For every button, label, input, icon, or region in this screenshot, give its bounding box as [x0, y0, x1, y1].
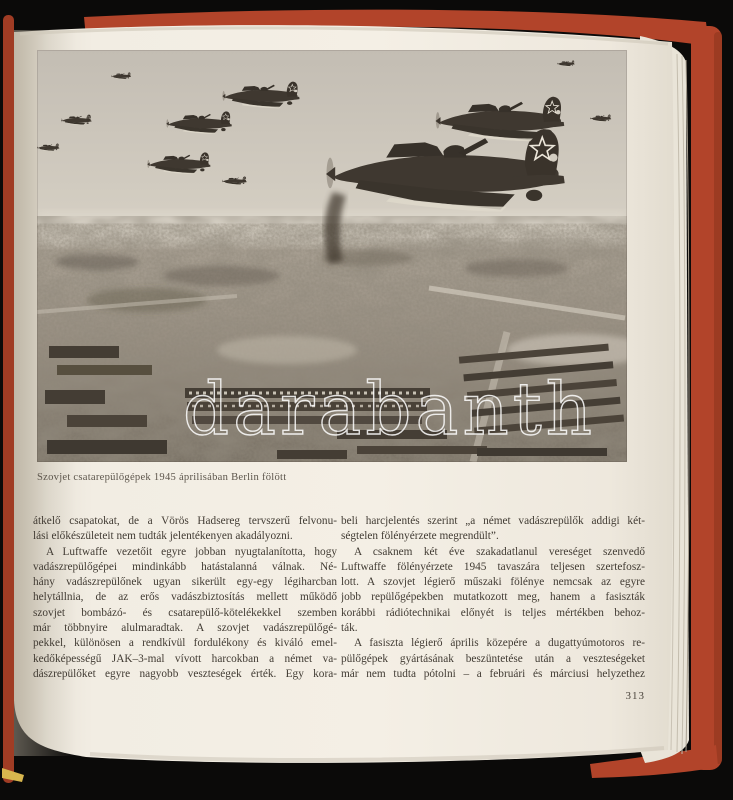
- cover-right-shadow: [714, 32, 722, 764]
- body-text: [33, 514, 645, 682]
- text-line: lási előkészületeit nem tudták jelentékenyen akadályozni.: [33, 530, 293, 543]
- text-line: már többnyire alulmaradtak. A szovjet vadászrepülőgé-: [33, 622, 337, 635]
- text-line: már nem tudta pótolni – a februári és márciusi helyzethez: [341, 667, 645, 680]
- watermark-text: darabanth: [183, 367, 597, 451]
- page-number: 313: [625, 690, 645, 702]
- text-line: beli harcjelentés szerint „a német vadászrepülők addigi két-: [341, 515, 645, 527]
- text-line: ségtelen fölényérzete megrendült”.: [341, 530, 499, 543]
- aircraft-photo: [37, 50, 627, 462]
- text-line: szovjet bombázó- és csatarepülő-kötelékekkel szemben: [33, 606, 337, 619]
- text-line: A fasiszta légierő április közepére a dugattyúmotoros re-: [354, 637, 645, 650]
- cover-left-sliver: [3, 15, 14, 783]
- text-line: dászrepülőket egyre nagyobb veszteségek érték. Egy kora-: [33, 667, 337, 680]
- text-line: A csaknem két éve szakadatlanul vereséget szenvedő: [354, 545, 645, 558]
- text-column-right: [341, 514, 645, 682]
- text-line: hány vadászrepülőnek ugyan sikerült egy-egy légiharcban: [33, 576, 337, 589]
- aircraft-photo-art: [37, 50, 627, 462]
- text-line: átkelő csapatokat, de a Vörös Hadsereg tervszerű felvonu-: [33, 515, 337, 527]
- text-line: pekkel, különösen a rendkívül fordulékony és kiváló emel-: [33, 637, 337, 650]
- text-line: vadászrepülőgépei mindinkább hatástalanná válnak. Né-: [33, 560, 337, 573]
- photo-caption: Szovjet csatarepülőgépek 1945 áprilisában Berlin fölött: [37, 472, 287, 483]
- text-line: pülőgépek gyártásának beszüntetése után a veszteségeket: [341, 652, 645, 665]
- text-line: lott. A szovjet légierő műszaki fölénye nemcsak az egyre: [341, 576, 645, 589]
- text-line: Luftwaffe fölényérzete 1945 tavaszára teljesen szertefosz-: [341, 560, 645, 573]
- text-column-left: [33, 514, 337, 682]
- text-line: A Luftwaffe vezetőit egyre jobban nyugtalanította, hogy: [46, 545, 337, 558]
- text-line: ták.: [341, 622, 358, 635]
- text-line: jobb repülőgépekben mutatkozott meg, hanem a fasiszták: [341, 591, 645, 604]
- text-line: kedőképességű JAK–3-mal vívott harcokban a német va-: [33, 652, 337, 665]
- text-line: korábbi rádiótechnikai előnyét is teljes mértékben behoz-: [341, 606, 645, 619]
- text-line: helytállnia, de az erős vadászbiztosítás mellett működő: [33, 591, 337, 604]
